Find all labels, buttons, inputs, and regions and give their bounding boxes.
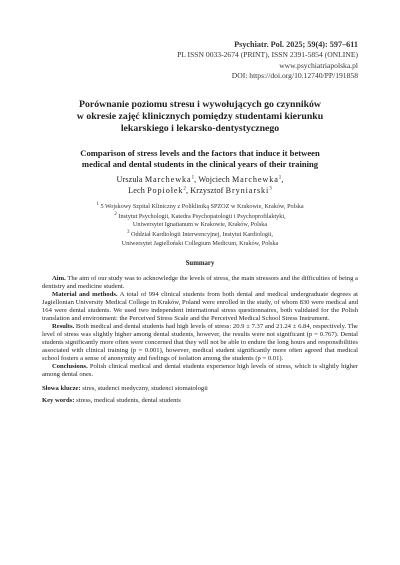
author-given-name: Wojciech [198, 174, 230, 184]
author-list [42, 174, 358, 196]
affiliation-text: Uniwersytet Jagielloński Collegium Medicum, Kraków, Polska [121, 239, 279, 247]
affiliation-text: Uniwersytet Ignatianum w Krakowie, Kraków, Polska [132, 221, 268, 229]
keywords-text: stres, studenci medyczny, studenci stomatologii [80, 385, 208, 393]
author-given-name: Lech [128, 185, 145, 195]
title-english-line: medical and dental students in the clinical years of their training [81, 159, 319, 170]
affiliations [42, 203, 358, 248]
journal-citation: Psychiatr. Pol. 2025; 59(4): 597–611 [234, 40, 358, 49]
author-line: Lech Popiołek$^2$, Krzysztof Bryniarski$^3$ [128, 185, 272, 195]
affiliation-number: 1 [96, 201, 99, 207]
affiliation-text: Instytut Psychologii, Katedra Psychopatologii i Psychoprofilaktyki, [118, 213, 286, 221]
author-affiliation-mark: 1 [191, 175, 195, 181]
summary-label: Material and methods. [52, 290, 118, 298]
journal-doi[interactable]: DOI: https://doi.org/10.12740/PP/191858 [231, 71, 358, 81]
journal-issn: PL ISSN 0033-2674 (PRINT), ISSN 2391-5854 (ONLINE) [177, 50, 358, 60]
summary-text: The aim of our study was to acknowledge the levels of stress, the main stressors and the difficulties of being a dentistry and medicine student. [42, 274, 358, 290]
author-given-name: Krzysztof [190, 185, 224, 195]
title-polish-line: w okresie zajęć klinicznych pomiędzy studentami kierunku [76, 110, 324, 122]
author-given-name: Urszula [116, 174, 143, 184]
summary-methods [42, 291, 358, 323]
affiliation-2 [42, 213, 358, 229]
summary-body [42, 275, 358, 380]
summary-results [42, 323, 358, 363]
keywords-label: Słowa klucze: [42, 385, 81, 393]
keywords-label: Key words: [42, 397, 75, 405]
affiliation-number: 2 [114, 211, 117, 217]
affiliation-3 [42, 231, 358, 247]
author-surname: Marchewka [144, 174, 192, 184]
author-surname: Marchewka [232, 174, 279, 184]
summary-aim [42, 275, 358, 291]
affiliation-text: Oddział Kardiologii Interwencyjnej, Instytut Kardiologii, [131, 231, 273, 239]
keywords-polish [42, 385, 358, 394]
summary-text: Polish clinical medical and dental students experience high levels of stress, which is slightly higher among dental ones. [42, 363, 358, 379]
summary-conclusions [42, 363, 358, 379]
journal-header [42, 40, 358, 82]
summary-text: A total of 994 clinical students from both dental and medical undergraduate degrees at Jagiellonian University Medical College in Kraków, Poland were enrolled in the study, of whom 830 were medical and 164 were dental students. We used two independent international stress questionnaires, both validated for the Polish translation and environment: the Perceived Stress Scale and the Perceived Medical School Stress Instrument. [42, 290, 359, 323]
summary-label: Conclusions. [52, 363, 88, 371]
title-polish-line: lekarskiego i lekarsko-dentystycznego [120, 123, 280, 135]
affiliation-1 [42, 203, 358, 211]
summary-label: Results. [52, 323, 75, 331]
title-english [42, 148, 358, 170]
author-surname: Bryniarski [225, 185, 270, 195]
author-surname: Popiołek [147, 185, 184, 195]
keywords-section [42, 385, 358, 406]
author-affiliation-mark: 1 [278, 175, 282, 181]
affiliation-text: 5 Wojskowy Szpital Kliniczny z Polikliniką SPZOZ w Krakowie, Kraków, Polska [100, 202, 304, 210]
summary-heading: Summary [185, 259, 215, 267]
title-polish-line: Porównanie poziomu stresu i wywołujących go czynników [78, 98, 322, 110]
summary-text: Both medical and dental students had high levels of stress: 20.9 ± 7.37 and 21.24 ± 6.84, respectively. The level of stress was slightly higher among dental students, however, the results were not significant (p = 0.767). Dental students significantly more often were concerned that they will not be able to endure the long hours and responsibilities associated with clinical training (p = 0.001), however, medical student significantly more often agreed that medical school fosters a sense of anonymity and feelings of isolation among the students (p = 0.01). [42, 323, 358, 363]
author-line: Urszula Marchewka$^1$, Wojciech Marchewka$^1$, [116, 174, 284, 184]
summary-label: Aim. [52, 274, 66, 282]
keywords-english [42, 397, 358, 406]
title-english-line: Comparison of stress levels and the factors that induce it between [80, 148, 320, 159]
author-affiliation-mark: 2 [183, 186, 186, 192]
affiliation-number: 3 [127, 230, 130, 236]
title-polish [42, 99, 358, 136]
keywords-text: stress, medical students, dental students [74, 397, 181, 405]
journal-website[interactable]: www.psychiatriapolska.pl [279, 60, 358, 70]
author-affiliation-mark: 3 [269, 186, 272, 192]
